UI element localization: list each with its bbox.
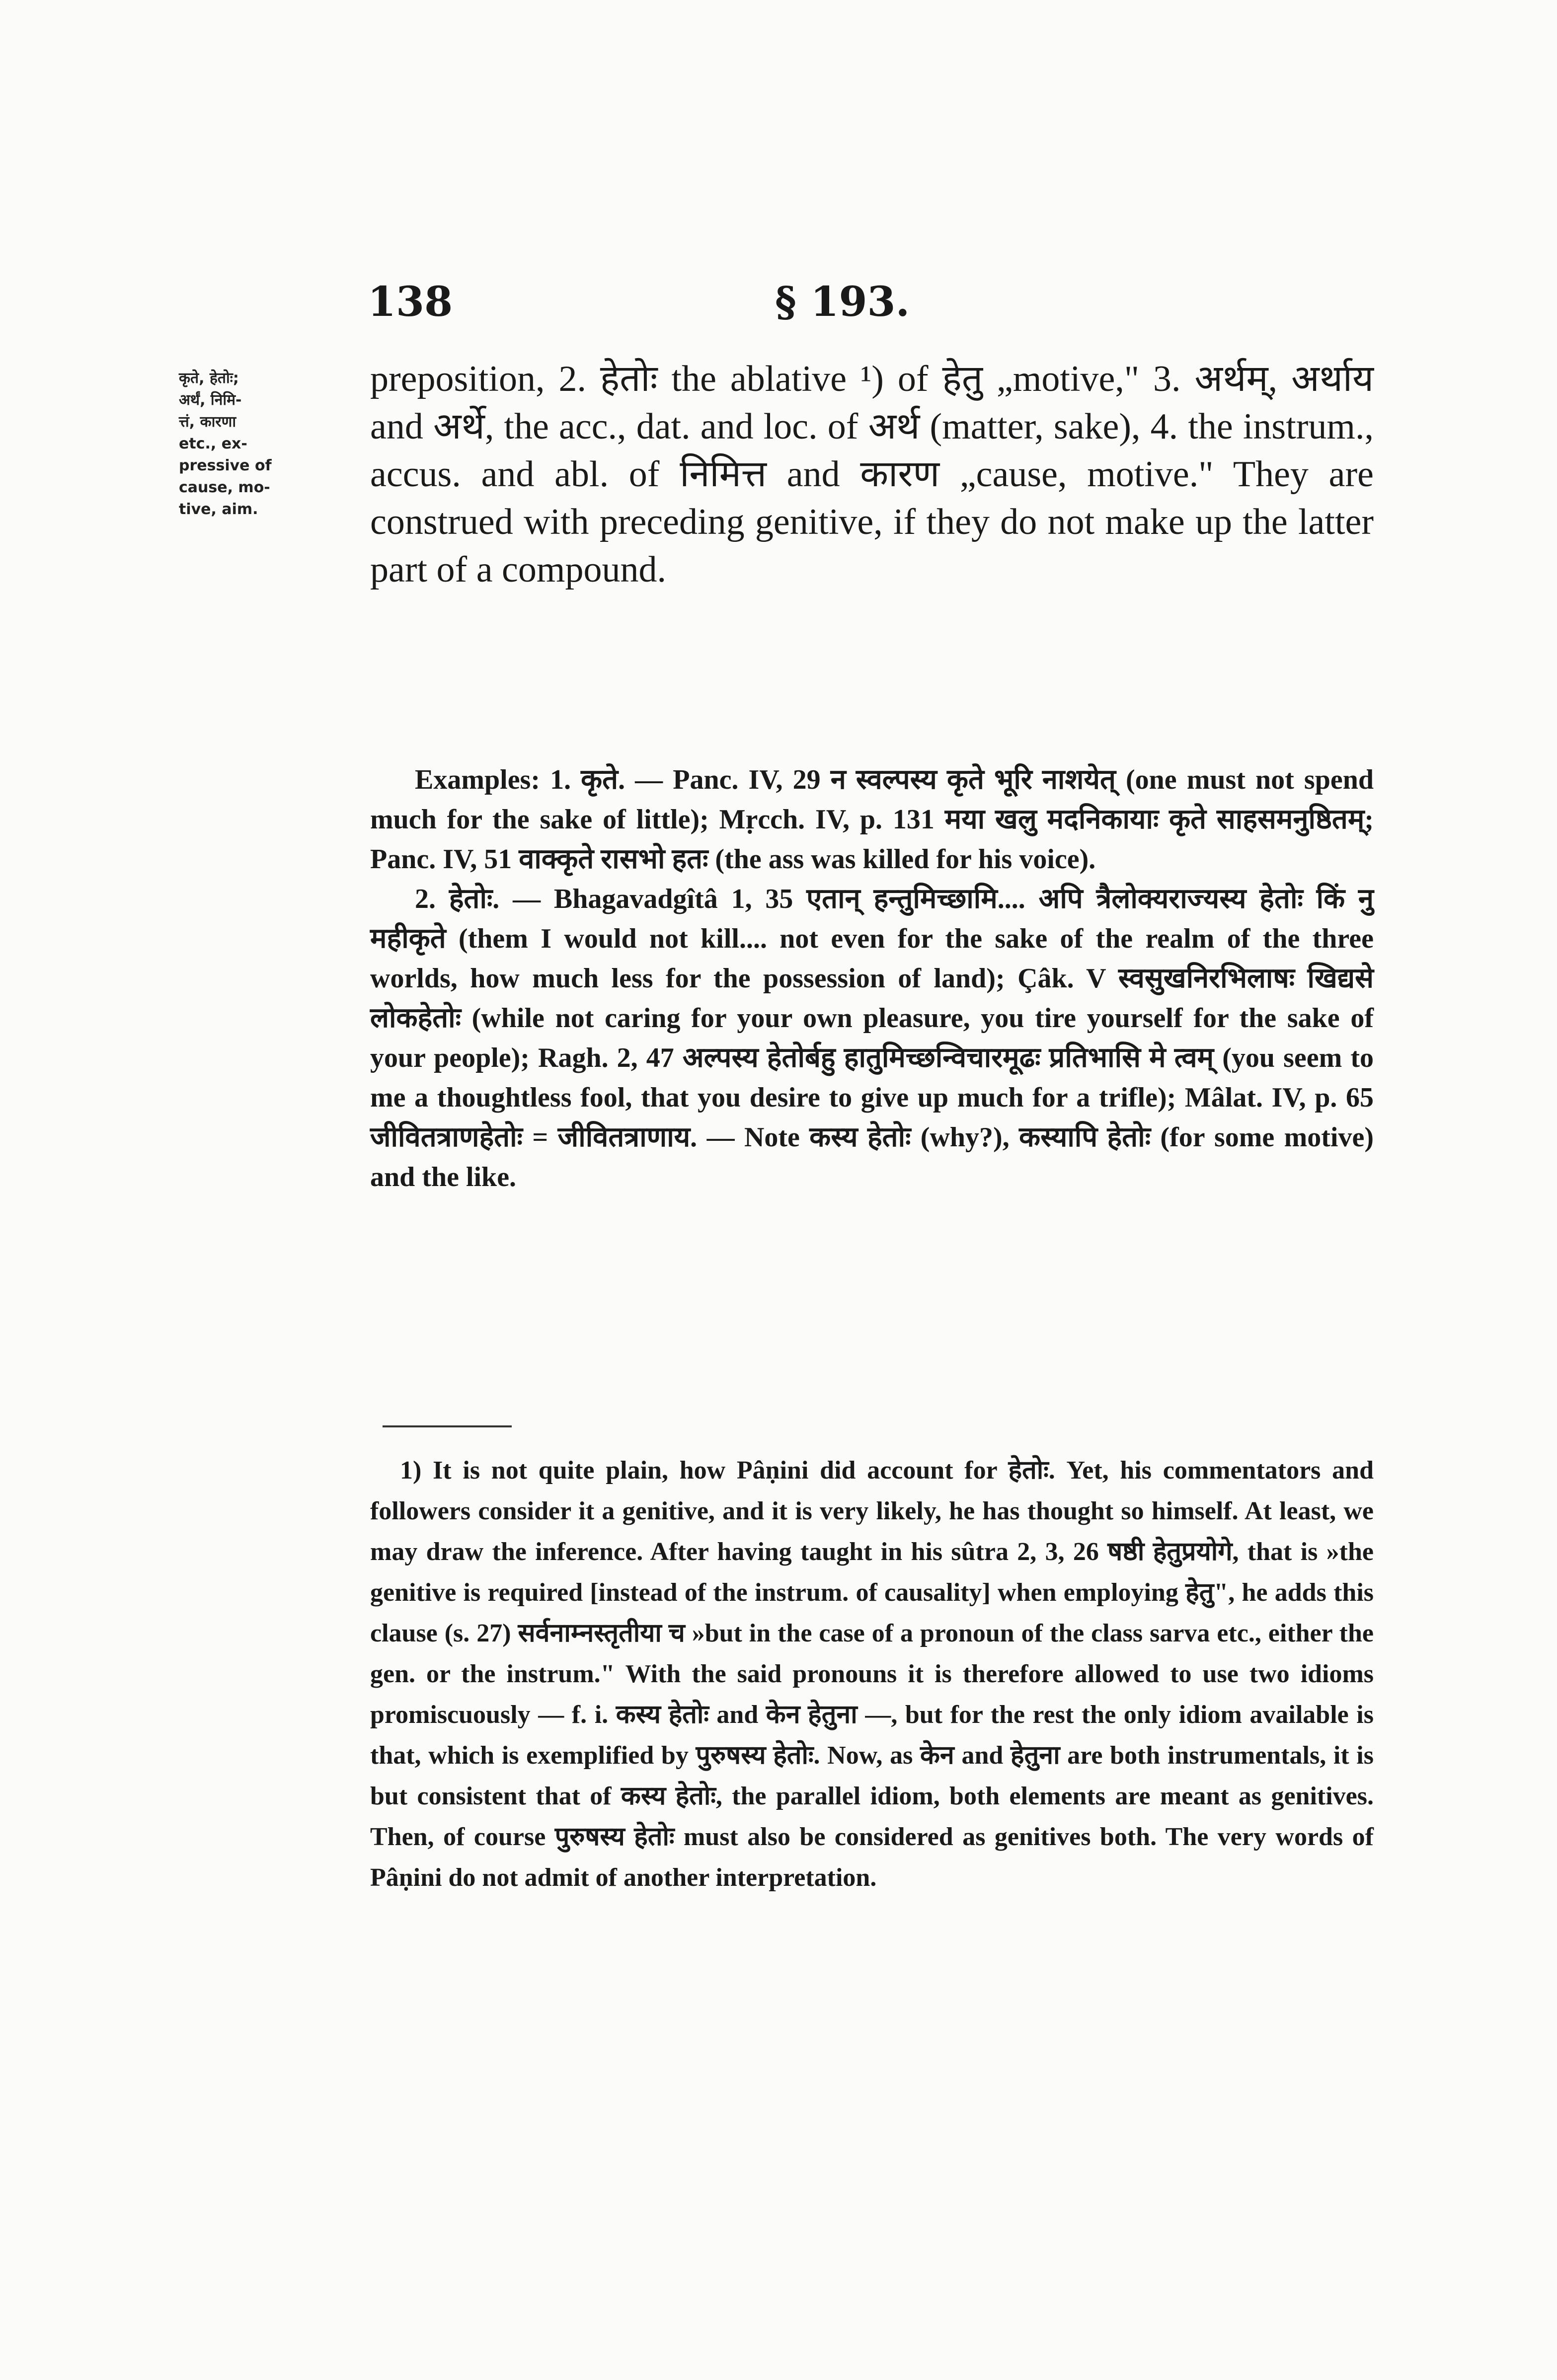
page-header (368, 278, 1371, 333)
page-number: 138 (368, 278, 453, 326)
margin-note-line: cause, mo- (179, 479, 270, 496)
margin-note (179, 368, 358, 521)
examples-paragraph-kṛte: Examples: 1. कृते. — Panc. IV, 29 न स्वल्पस्य कृते भूरि नाशयेत् (one must not spend much for the sake of little); Mṛcch. IV, p. 131 मया खलु मदनिकायाः कृते साहसमनुष्ठितम्; Panc. IV, 51 वाक्कृते रासभो हतः (the ass was killed for his voice). (370, 764, 1374, 875)
examples-paragraph-hetoh: 2. हेतोः. — Bhagavadgîtâ 1, 35 एतान् हन्तुमिच्छामि.... अपि त्रैलोक्यराज्यस्य हेतोः किं नु महीकृते (them I would not kill.... not even for the sake of the realm of the three worlds, how much less for the possession of land); Çâk. V स्वसुखनिरभिलाषः खिद्यसे लोकहेतोः (while not caring for your own pleasure, you tire yourself for the sake of your people); Ragh. 2, 47 अल्पस्य हेतोर्बहु हातुमिच्छन्विचारमूढः प्रतिभासि मे त्वम् (you seem to me a thoughtless fool, that you desire to give up much for a trifle); Mâlat. IV, p. 65 जीवितत्राणहेतोः = जीवितत्राणाय. — Note कस्य हेतोः (why?), कस्यापि हेतोः (for some motive) and the like. (370, 884, 1374, 1192)
footnote-divider (383, 1425, 512, 1427)
margin-note-line: tive, aim. (179, 501, 258, 518)
section-number: § 193. (775, 278, 910, 326)
footnote-text: 1) It is not quite plain, how Pâṇini did account for हेतोः. Yet, his commentators and followers consider it a genitive, and it is very likely, he has thought so himself. At least, we may draw the inference. After having taught in his sûtra 2, 3, 26 षष्ठी हेतुप्रयोगे, that is »the genitive is required [instead of the instrum. of causality] when employing हेतु", he adds this clause (s. 27) सर्वनाम्नस्तृतीया च »but in the case of a pronoun of the class sarva etc., either the gen. or the instrum." With the said pronouns it is therefore allowed to use two idioms promiscuously — f. i. कस्य हेतोः and केन हेतुना —, but for the rest the only idiom available is that, which is exemplified by पुरुषस्य हेतोः. Now, as केन and हेतुना are both instrumentals, it is but consistent that of कस्य हेतोः, the parallel idiom, both elements are meant as genitives. Then, of course पुरुषस्य हेतोः must also be considered as genitives both. The very words of Pâṇini do not admit of another interpretation. (370, 1456, 1374, 1892)
margin-note-line: अर्थं, निमि- (179, 391, 242, 409)
margin-note-line: pressive of (179, 457, 272, 474)
main-paragraph: preposition, 2. हेतोः the ablative ¹) of हेतु „motive," 3. अर्थम्, अर्थाय and अर्थे, the acc., dat. and loc. of अर्थ (matter, sake), 4. the instrum., accus. and abl. of निमित्त and कारण „cause, motive." They are construed with preceding genitive, if they do not make up the latter part of a compound. (370, 359, 1374, 590)
examples-section (370, 760, 1374, 1197)
margin-note-line: त्तं, कारणा (179, 413, 236, 431)
footnote (370, 1450, 1374, 1898)
main-text (370, 355, 1374, 594)
margin-note-line: कृते, हेतोः; (179, 370, 239, 387)
margin-note-line: etc., ex- (179, 435, 247, 452)
